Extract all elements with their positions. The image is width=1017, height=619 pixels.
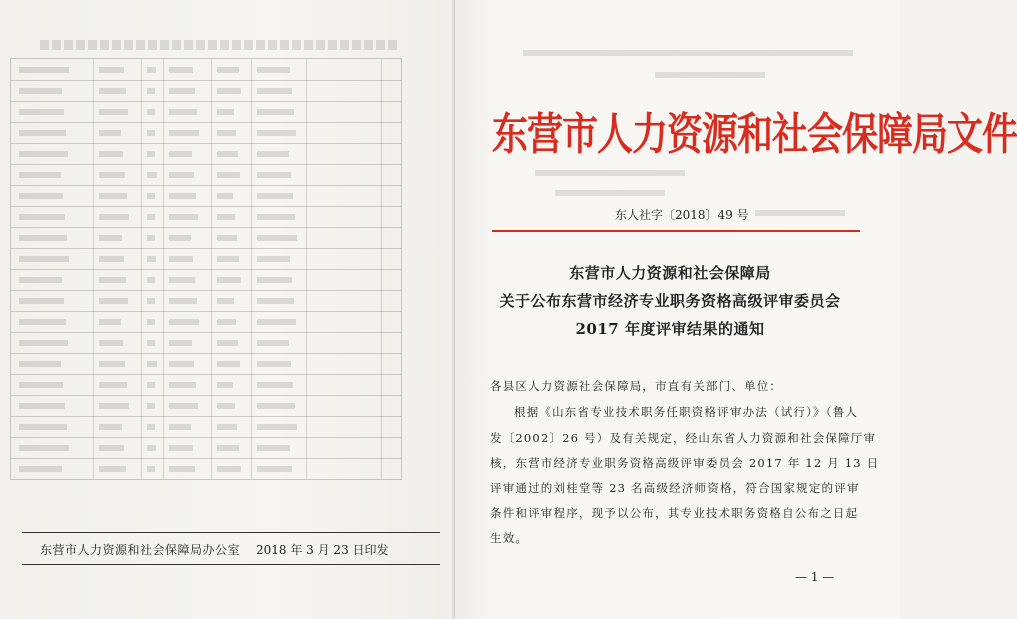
bleed-through-cell-text xyxy=(217,466,241,472)
bleed-through-cell-text xyxy=(19,109,64,115)
bleed-through-cell-text xyxy=(217,298,234,304)
bleed-through-cell-text xyxy=(257,172,291,178)
bleed-through-cell-text xyxy=(217,109,234,115)
header-red-rule xyxy=(492,230,860,232)
bleed-through-cell-text xyxy=(169,277,195,283)
notice-title-line-1: 东营市人力资源和社会保障局 xyxy=(569,264,771,282)
bleed-through-cell-text xyxy=(147,319,155,325)
bleed-through-cell-text xyxy=(99,214,129,220)
page-number: — 1 — xyxy=(795,570,835,584)
bleed-through-cell-text xyxy=(99,403,129,409)
bleed-through-row-rule xyxy=(11,227,401,228)
bleed-through-cell-text xyxy=(99,445,124,451)
body-line-1: 根据《山东省专业技术职务任职资格评审办法（试行）》（鲁人 xyxy=(514,405,859,419)
bleed-through-row-rule xyxy=(11,164,401,165)
bleed-through-cell-text xyxy=(217,424,237,430)
bleed-through-row-rule xyxy=(11,332,401,333)
bleed-through-cell-text xyxy=(257,466,292,472)
bleed-through-cell-text xyxy=(257,151,289,157)
bleed-through-cell-text xyxy=(257,403,295,409)
bleed-through-cell-text xyxy=(19,130,66,136)
body-line-4: 评审通过的刘桂堂等 23 名高级经济师资格，符合国家规定的评审 xyxy=(490,481,860,495)
bleed-through-col-rule xyxy=(163,59,164,479)
imprint-bottom-rule xyxy=(22,564,440,565)
bleed-through-cell-text xyxy=(147,193,155,199)
bleed-through-text xyxy=(555,190,665,196)
bleed-through-cell-text xyxy=(19,172,61,178)
bleed-through-row-rule xyxy=(11,248,401,249)
bleed-through-cell-text xyxy=(19,403,65,409)
bleed-through-row-rule xyxy=(11,143,401,144)
bleed-through-cell-text xyxy=(99,172,125,178)
bleed-through-cell-text xyxy=(19,151,68,157)
bleed-through-cell-text xyxy=(169,445,193,451)
bleed-through-cell-text xyxy=(169,319,199,325)
bleed-through-table-title xyxy=(40,40,400,50)
bleed-through-cell-text xyxy=(19,466,62,472)
bleed-through-cell-text xyxy=(147,88,155,94)
bleed-through-cell-text xyxy=(19,256,69,262)
bleed-through-cell-text xyxy=(147,151,155,157)
bleed-through-cell-text xyxy=(169,109,197,115)
bleed-through-cell-text xyxy=(169,298,197,304)
bleed-through-cell-text xyxy=(99,256,124,262)
bleed-through-cell-text xyxy=(19,445,69,451)
bleed-through-cell-text xyxy=(147,235,155,241)
bleed-through-cell-text xyxy=(257,214,295,220)
bleed-through-col-rule xyxy=(306,59,307,479)
bleed-through-text xyxy=(523,50,853,56)
bleed-through-cell-text xyxy=(147,466,155,472)
bleed-through-cell-text xyxy=(147,403,155,409)
bleed-through-cell-text xyxy=(217,277,241,283)
bleed-through-col-rule xyxy=(211,59,212,479)
bleed-through-cell-text xyxy=(99,382,127,388)
bleed-through-cell-text xyxy=(257,361,291,367)
bleed-through-cell-text xyxy=(19,319,66,325)
bleed-through-row-rule xyxy=(11,80,401,81)
bleed-through-cell-text xyxy=(19,424,67,430)
bleed-through-cell-text xyxy=(99,130,121,136)
bleed-through-cell-text xyxy=(19,361,61,367)
bleed-through-row-rule xyxy=(11,353,401,354)
bleed-through-cell-text xyxy=(147,277,155,283)
bleed-through-cell-text xyxy=(169,466,195,472)
bleed-through-cell-text xyxy=(257,445,290,451)
bleed-through-cell-text xyxy=(147,172,157,178)
bleed-through-cell-text xyxy=(19,277,62,283)
bleed-through-cell-text xyxy=(19,235,67,241)
bleed-through-row-rule xyxy=(11,269,401,270)
bleed-through-cell-text xyxy=(19,88,62,94)
bleed-through-row-rule xyxy=(11,206,401,207)
bleed-through-cell-text xyxy=(147,130,155,136)
bleed-through-cell-text xyxy=(147,382,155,388)
bleed-through-cell-text xyxy=(99,319,121,325)
bleed-through-cell-text xyxy=(169,67,193,73)
bleed-through-cell-text xyxy=(169,130,199,136)
bleed-through-cell-text xyxy=(99,109,128,115)
bleed-through-cell-text xyxy=(169,256,193,262)
bleed-through-cell-text xyxy=(99,235,122,241)
bleed-through-cell-text xyxy=(169,340,192,346)
bleed-through-cell-text xyxy=(169,361,194,367)
document-number: 东人社字〔2018〕49 号 xyxy=(615,208,749,222)
body-line-5: 条件和评审程序，现予以公布，其专业技术职务资格自公布之日起 xyxy=(490,506,859,520)
bleed-through-cell-text xyxy=(99,361,125,367)
bleed-through-cell-text xyxy=(169,214,198,220)
bleed-through-cell-text xyxy=(217,130,236,136)
bleed-through-cell-text xyxy=(147,424,155,430)
bleed-through-text xyxy=(535,170,685,176)
bleed-through-cell-text xyxy=(217,382,233,388)
bleed-through-cell-text xyxy=(99,466,126,472)
bleed-through-row-rule xyxy=(11,311,401,312)
bleed-through-cell-text xyxy=(99,298,128,304)
bleed-through-row-rule xyxy=(11,290,401,291)
document-header: 东营市人力资源和社会保障局文件 xyxy=(492,109,1017,160)
bleed-through-cell-text xyxy=(19,214,65,220)
bleed-through-row-rule xyxy=(11,122,401,123)
notice-title-line-2: 关于公布东营市经济专业职务资格高级评审委员会 xyxy=(499,292,841,310)
bleed-through-cell-text xyxy=(257,382,293,388)
bleed-through-cell-text xyxy=(169,235,191,241)
bleed-through-cell-text xyxy=(257,193,293,199)
bleed-through-cell-text xyxy=(99,88,126,94)
bleed-through-cell-text xyxy=(169,151,192,157)
bleed-through-cell-text xyxy=(217,256,239,262)
bleed-through-cell-text xyxy=(257,88,292,94)
bleed-through-cell-text xyxy=(217,88,241,94)
bleed-through-col-rule xyxy=(251,59,252,479)
bleed-through-table xyxy=(10,58,402,480)
bleed-through-cell-text xyxy=(147,256,156,262)
bleed-through-row-rule xyxy=(11,101,401,102)
bleed-through-cell-text xyxy=(169,403,198,409)
bleed-through-cell-text xyxy=(257,256,290,262)
bleed-through-cell-text xyxy=(147,445,156,451)
bleed-through-cell-text xyxy=(217,214,235,220)
bleed-through-cell-text xyxy=(217,151,238,157)
body-line-3: 核，东营市经济专业职务资格高级评审委员会 2017 年 12 月 13 日 xyxy=(490,456,880,470)
bleed-through-cell-text xyxy=(257,277,292,283)
bleed-through-cell-text xyxy=(217,193,233,199)
bleed-through-cell-text xyxy=(99,340,123,346)
bleed-through-cell-text xyxy=(217,403,235,409)
bleed-through-cell-text xyxy=(257,67,290,73)
bleed-through-cell-text xyxy=(257,319,296,325)
bleed-through-col-rule xyxy=(141,59,142,479)
bleed-through-cell-text xyxy=(169,193,196,199)
bleed-through-cell-text xyxy=(19,67,69,73)
bleed-through-cell-text xyxy=(169,172,194,178)
bleed-through-cell-text xyxy=(147,214,155,220)
bleed-through-cell-text xyxy=(169,424,191,430)
bleed-through-cell-text xyxy=(99,277,126,283)
bleed-through-cell-text xyxy=(147,109,155,115)
bleed-through-row-rule xyxy=(11,185,401,186)
bleed-through-cell-text xyxy=(19,193,63,199)
bleed-through-row-rule xyxy=(11,416,401,417)
bleed-through-cell-text xyxy=(257,235,297,241)
body-line-6: 生效。 xyxy=(490,531,529,545)
notice-title-line-3: 2017 年度评审结果的通知 xyxy=(575,320,765,338)
bleed-through-cell-text xyxy=(19,382,63,388)
bleed-through-cell-text xyxy=(257,424,297,430)
bleed-through-cell-text xyxy=(257,130,296,136)
bleed-through-row-rule xyxy=(11,374,401,375)
bleed-through-text xyxy=(655,72,765,78)
imprint-office: 东营市人力资源和社会保障局办公室 xyxy=(40,543,241,557)
body-line-2: 发〔2002〕26 号）及有关规定，经山东省人力资源和社会保障厅审 xyxy=(490,431,877,445)
imprint-top-rule xyxy=(22,532,440,533)
bleed-through-cell-text xyxy=(19,340,68,346)
bleed-through-cell-text xyxy=(147,298,155,304)
bleed-through-cell-text xyxy=(217,67,239,73)
bleed-through-cell-text xyxy=(147,67,156,73)
bleed-through-cell-text xyxy=(257,340,289,346)
bleed-through-col-rule xyxy=(381,59,382,479)
bleed-through-cell-text xyxy=(147,361,157,367)
bleed-through-cell-text xyxy=(169,88,195,94)
bleed-through-row-rule xyxy=(11,395,401,396)
imprint-date: 2018 年 3 月 23 日印发 xyxy=(256,543,389,557)
bleed-through-cell-text xyxy=(217,319,236,325)
bleed-through-cell-text xyxy=(169,382,196,388)
bleed-through-cell-text xyxy=(99,424,122,430)
bleed-through-col-rule xyxy=(93,59,94,479)
bleed-through-cell-text xyxy=(217,172,240,178)
bleed-through-cell-text xyxy=(99,151,123,157)
bleed-through-row-rule xyxy=(11,437,401,438)
bleed-through-cell-text xyxy=(217,235,237,241)
bleed-through-cell-text xyxy=(147,340,155,346)
bleed-through-text xyxy=(755,210,845,216)
left-page xyxy=(0,0,455,619)
bleed-through-cell-text xyxy=(217,340,238,346)
bleed-through-cell-text xyxy=(19,298,64,304)
bleed-through-row-rule xyxy=(11,458,401,459)
bleed-through-cell-text xyxy=(257,109,294,115)
bleed-through-cell-text xyxy=(99,193,127,199)
bleed-through-cell-text xyxy=(257,298,294,304)
bleed-through-cell-text xyxy=(217,361,240,367)
bleed-through-cell-text xyxy=(217,445,239,451)
bleed-through-cell-text xyxy=(99,67,124,73)
salutation: 各县区人力资源社会保障局，市直有关部门、单位： xyxy=(490,379,783,393)
